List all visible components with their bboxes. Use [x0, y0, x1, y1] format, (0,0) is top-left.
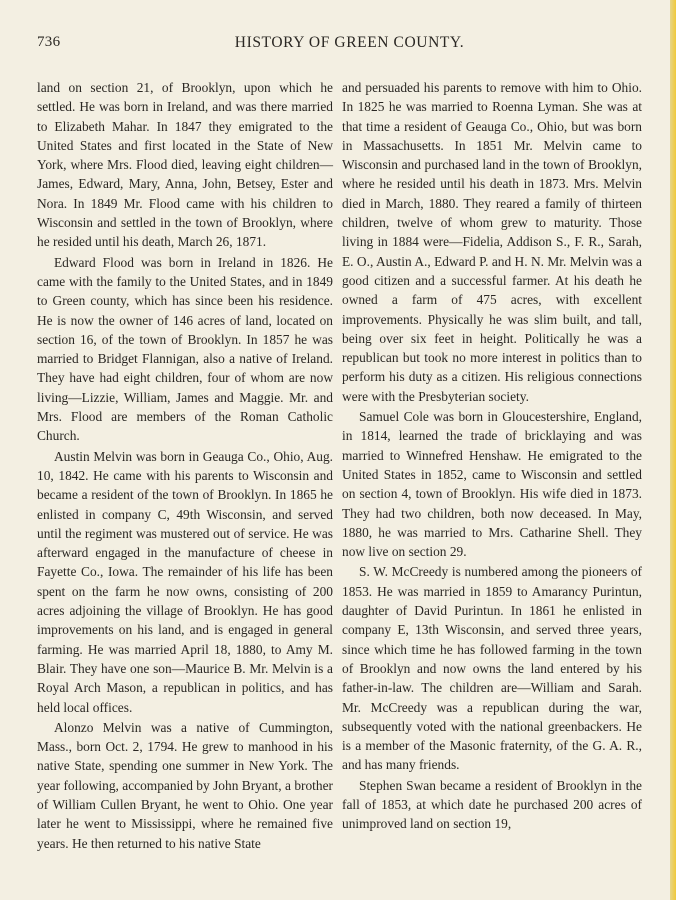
page-edge	[670, 0, 676, 900]
paragraph-samuel-cole: Samuel Cole was born in Gloucestershire, England, in 1814, learned the trade of bricklaying and was married to Winnefred Henshaw. He emigrated to the United States in 1852, came to Wisconsin and settled on section 4, town of Brooklyn. His wife died in 1873. They had two children, both now deceased. In May, 1880, he was married to Mrs. Catharine Shell. They now live on section 29.	[342, 409, 642, 560]
running-head: HISTORY OF GREEN COUNTY.	[234, 34, 465, 51]
paragraph-austin-melvin: Austin Melvin was born in Geauga Co., Ohio, Aug. 10, 1842. He came with his parents to Wisconsin and became a resident of the town of Brooklyn. In 1865 he enlisted in company C, 49th Wisconsin, and served until the regiment was mustered out of service. He was afterward engaged in the manufacture of cheese in Fayette Co., Iowa. The remainder of his life has been spent on the farm he now owns, consisting of 200 acres adjoining the village of Brooklyn. He has good improvements on his land, and is engaged in general farming. He was married April 18, 1880, to Amy M. Blair. They have one son—Maurice B. Mr. Melvin is a Royal Arch Mason, a republican in politics, and has held local offices.	[37, 448, 333, 715]
left-column	[37, 78, 333, 853]
paragraph-flood-continued: land on section 21, of Brooklyn, upon which he settled. He was born in Ireland, and was there married to Elizabeth Mahar. In 1847 they emigrated to the United States and first located in the State of New York, where Mrs. Flood died, leaving eight children—James, Edward, Mary, Anna, John, Betsey, Ester and Nora. In 1849 Mr. Flood came with his children to Wisconsin and settled in the town of Brooklyn, where he resided until his death, March 26, 1871.	[37, 80, 333, 250]
page-number: 736	[37, 34, 61, 50]
page-header	[37, 34, 662, 58]
paragraph-sw-mccreedy: S. W. McCreedy is numbered among the pioneers of 1853. He was married in 1859 to Amarancy Purintun, daughter of David Purintun. In 1861 he enlisted in company E, 13th Wisconsin, and served three years, since which time he has followed farming in the town of Brooklyn and now owns the land entered by his father-in-law. The children are—William and Sarah. Mr. McCreedy was a republican during the war, subsequently voted with the national greenbackers. He is a member of the Masonic fraternity, of the G. A. R., and has many friends.	[342, 564, 642, 773]
paragraph-alonzo-melvin: Alonzo Melvin was a native of Cummington, Mass., born Oct. 2, 1794. He grew to manhood in his native State, spending one summer in New York. The year following, accompanied by John Bryant, a brother of William Cullen Bryant, he went to Ohio. One year later he went to Mississippi, where he remained five years. He then returned to his native State	[37, 719, 333, 851]
right-column	[342, 78, 642, 834]
paragraph-alonzo-melvin-continued: and persuaded his parents to remove with him to Ohio. In 1825 he was married to Roenna Lyman. She was at that time a resident of Geauga Co., Ohio, but was born in Massachusetts. In 1851 Mr. Melvin came to Wisconsin and purchased land in the town of Brooklyn, where he resided until his death in 1873. Mrs. Melvin died in March, 1880. They reared a family of thirteen children, twelve of whom grew to maturity. Those living in 1884 were—Fidelia, Addison S., F. R., Sarah, E. O., Austin A., Edward P. and H. N. Mr. Melvin was a good citizen and a successful farmer. At his death he owned a farm of 475 acres, with excellent improvements. Physically he was slim built, and tall, being over six feet in height. Politically he was a republican but took no more interest in politics than to perform his duty as a citizen. His religious connections were with the Presbyterian society.	[342, 80, 642, 404]
paragraph-edward-flood: Edward Flood was born in Ireland in 1826. He came with the family to the United States, and in 1849 to Green county, which has since been his residence. He is now the owner of 146 acres of land, located on section 16, of the town of Brooklyn. In 1857 he was married to Bridget Flannigan, also a native of Ireland. They have had eight children, four of whom are now living—Lizzie, William, James and Maggie. Mr. and Mrs. Flood are members of the Roman Catholic Church.	[37, 254, 333, 444]
paragraph-stephen-swan: Stephen Swan became a resident of Brooklyn in the fall of 1853, at which date he purchased 200 acres of unimproved land on section 19,	[342, 777, 642, 832]
